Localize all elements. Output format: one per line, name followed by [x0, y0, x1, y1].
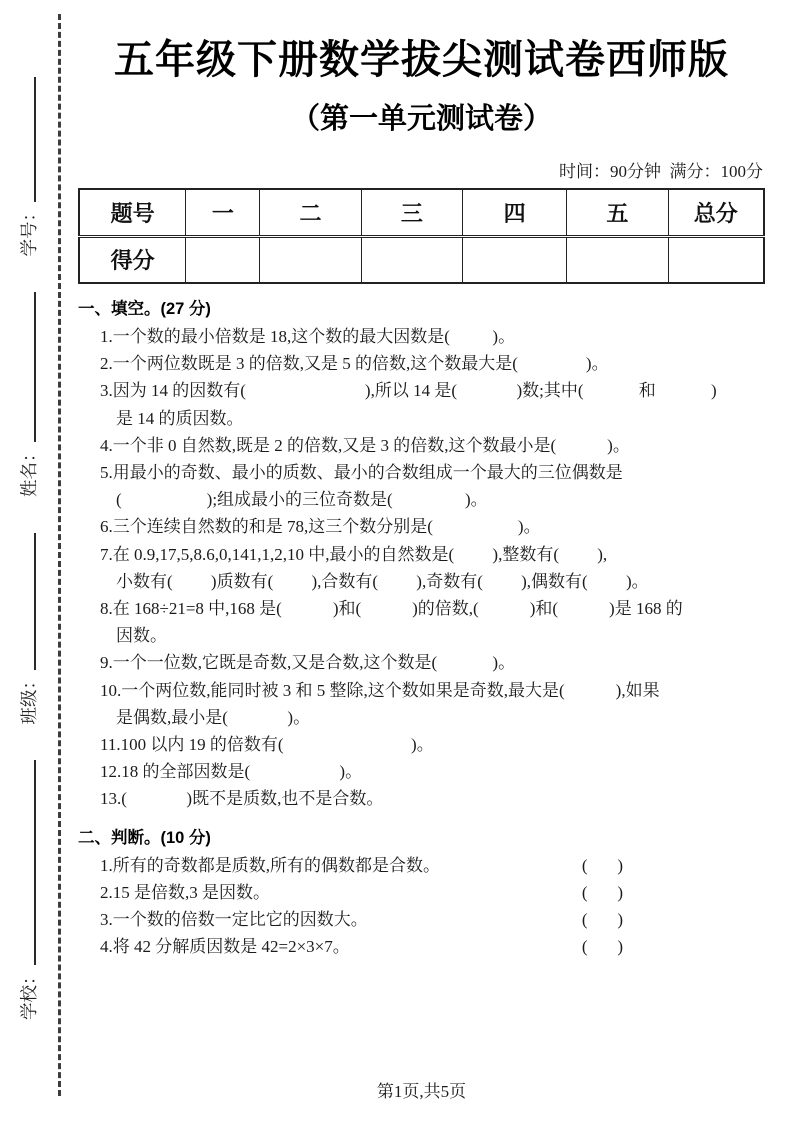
fill-question-line: 4.一个非 0 自然数,既是 2 的倍数,又是 3 的倍数,这个数最小是( )。 [100, 435, 630, 455]
sidebar-field-label: 班级： [18, 672, 39, 725]
judge-item-text: 1.所有的奇数都是质数,所有的偶数都是合数。 [100, 855, 440, 875]
score-table [78, 188, 765, 284]
score-table-header-row [79, 189, 764, 236]
judge-item-text: 2.15 是倍数,3 是因数。 [100, 882, 270, 902]
sidebar-write-line [21, 533, 36, 670]
score-table-header-col: 三 [361, 189, 462, 236]
section-fill-body [78, 323, 765, 813]
judge-item [78, 906, 765, 933]
fill-question-line: 10.一个两位数,能同时被 3 和 5 整除,这个数如果是奇数,最大是( ),如果 [100, 680, 660, 700]
fill-question-line: 小数有( )质数有( ),合数有( ),奇数有( ),偶数有( )。 [116, 571, 649, 591]
page-title: 五年级下册数学拔尖测试卷西师版 [114, 37, 729, 82]
score-table-empty-cell [567, 236, 668, 283]
fill-question-line: 11.100 以内 19 的倍数有( )。 [100, 735, 434, 755]
score-table-empty-cell [361, 236, 462, 283]
section-judge-body [78, 852, 765, 961]
score-table-header-col: 五 [567, 189, 668, 236]
fill-question-line: 2.一个两位数既是 3 的倍数,又是 5 的倍数,这个数最大是( )。 [100, 354, 609, 374]
fill-question-line: 13.( )既不是质数,也不是合数。 [100, 789, 384, 809]
section-fill-heading: 一、填空。(27 分) [78, 300, 211, 318]
sidebar-field-label: 学号： [18, 204, 39, 257]
score-table-header-label: 题号 [79, 189, 186, 236]
judge-answer-bracket: ( ) [581, 855, 623, 875]
judge-item [78, 933, 765, 960]
page-number: 第1页,共5页 [376, 1082, 467, 1101]
fill-question-line: 是偶数,最小是( )。 [116, 707, 311, 727]
score-table-empty-cell [260, 236, 361, 283]
fill-question-line: 8.在 168÷21=8 中,168 是( )和( )的倍数,( )和( )是 168 的 [100, 599, 683, 619]
sidebar-write-line [21, 293, 36, 443]
sidebar-field-label: 学校： [18, 967, 39, 1020]
fill-question-line: 是 14 的质因数。 [116, 408, 244, 428]
judge-item-text: 3.一个数的倍数一定比它的因数大。 [100, 910, 368, 930]
score-table-empty-cell [463, 236, 567, 283]
score-table-empty-cell [186, 236, 260, 283]
score-table-header-col: 二 [260, 189, 361, 236]
judge-item [78, 852, 765, 879]
fill-question-line: 因数。 [116, 626, 167, 646]
score-table-header-col: 总分 [668, 189, 764, 236]
sidebar-write-line [21, 761, 36, 966]
fill-question-line: ( );组成最小的三位奇数是( )。 [116, 490, 488, 510]
score-table-header-col: 四 [463, 189, 567, 236]
fill-question-line: 1.一个数的最小倍数是 18,这个数的最大因数是( )。 [100, 327, 516, 346]
student-info-sidebar [8, 85, 48, 1020]
fill-question-line: 6.三个连续自然数的和是 78,这三个数分别是( )。 [100, 517, 541, 537]
page-subtitle: （第一单元测试卷） [290, 103, 552, 135]
sidebar-write-line [21, 77, 36, 202]
section-judge-heading: 二、判断。(10 分) [78, 828, 211, 847]
sidebar-field [16, 533, 41, 725]
judge-answer-bracket: ( ) [581, 937, 623, 957]
seal-dashed-line [58, 14, 61, 1096]
judge-item [78, 879, 765, 906]
judge-answer-bracket: ( ) [581, 882, 623, 902]
score-table-score-row [79, 236, 764, 283]
sidebar-field-label: 姓名： [18, 444, 39, 497]
fill-question-line: 12.18 的全部因数是( )。 [100, 762, 363, 782]
fill-question-line: 3.因为 14 的因数有( ),所以 14 是( )数;其中( 和 ) [100, 381, 717, 401]
sidebar-field [16, 293, 41, 498]
judge-item-text: 4.将 42 分解质因数是 42=2×3×7。 [100, 937, 350, 957]
score-table-header-col: 一 [186, 189, 260, 236]
sidebar-field [16, 761, 41, 1021]
fill-question-line: 5.用最小的奇数、最小的质数、最小的合数组成一个最大的三位偶数是 [100, 463, 623, 483]
judge-answer-bracket: ( ) [581, 910, 623, 930]
score-table-empty-cell [668, 236, 764, 283]
sidebar-field [16, 77, 41, 257]
fill-question-line: 9.一个一位数,它既是奇数,又是合数,这个数是( )。 [100, 653, 516, 673]
score-table-row-label: 得分 [79, 236, 186, 283]
fill-question-line: 7.在 0.9,17,5,8.6,0,141,1,2,10 中,最小的自然数是( ),整数有( ), [100, 544, 608, 564]
exam-meta: 时间：90分钟 满分：100分 [559, 162, 763, 181]
exam-content [78, 22, 765, 960]
